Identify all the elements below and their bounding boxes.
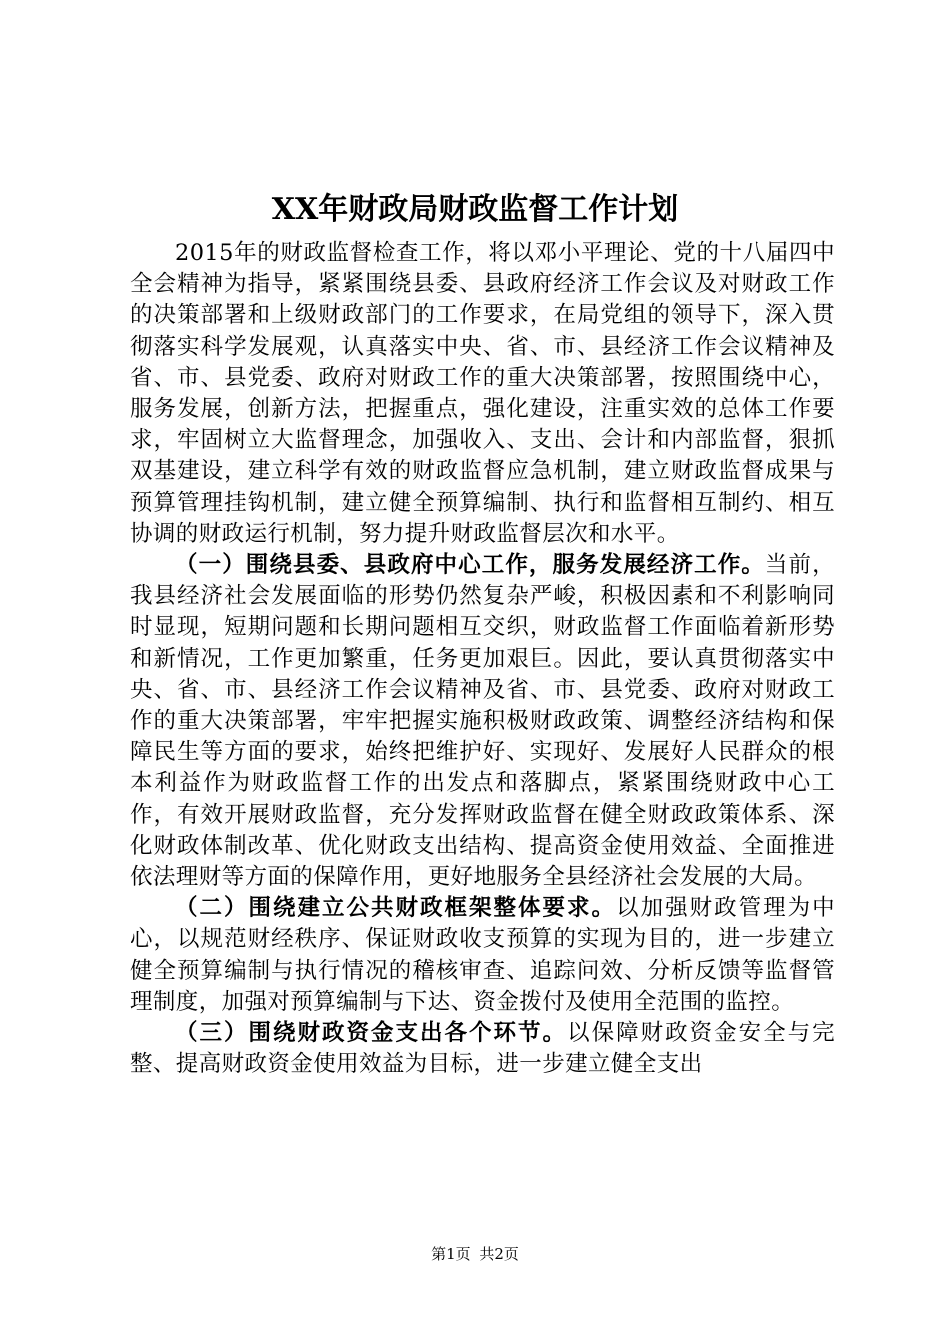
paragraph-text: 以加强财政管理为中心，以规范财经秩序、保证财政收支预算的实现为目的，进一步建立健全预算编制与执行情况的稽核审查、追踪问效、分析反馈等监督管理制度，加强对预算编制与下达、资金拨付及使用全范围的监控。 [130, 895, 835, 1015]
paragraph-text: 当前，我县经济社会发展面临的形势仍然复杂严峻，积极因素和不利影响同时显现，短期问题和长期问题相互交织，财政监督工作面临着新形势和新情况，工作更加繁重，任务更加艰巨。因此，要认真贯彻落实中央、省、市、县经济工作会议精神及省、市、县党委、政府对财政工作的重大决策部署，牢牢把握实施积极财政政策、调整经济结构和保障民生等方面的要求，始终把维护好、实现好、发展好人民群众的根本利益作为财政监督工作的出发点和落脚点，紧紧围绕财政中心工作，有效开展财政监督，充分发挥财政监督在健全财政政策体系、深化财政体制改革、优化财政支出结构、提高资金使用效益、全面推进依法理财等方面的保障作用，更好地服务全县经济社会发展的大局。 [130, 552, 835, 891]
document-title: XX年财政局财政监督工作计划 [271, 192, 679, 227]
paragraph-text: 2015年的财政监督检查工作，将以邓小平理论、党的十八届四中全会精神为指导，紧紧围绕县委、县政府经济工作会议及对财政工作的决策部署和上级财政部门的工作要求，在局党组的领导下，深入贯彻落实科学发展观，认真落实中央、省、市、县经济工作会议精神及省、市、县党委、政府对财政工作的重大决策部署，按照围绕中心，服务发展，创新方法，把握重点，强化建设，注重实效的总体工作要求，牢固树立大监督理念，加强收入、支出、会计和内部监督，狠抓双基建设，建立科学有效的财政监督应急机制，建立财政监督成果与预算管理挂钩机制，建立健全预算编制、执行和监督相互制约、相互协调的财政运行机制，努力提升财政监督层次和水平。 [130, 240, 835, 547]
page-number: 第1页 [431, 1245, 471, 1263]
page-total: 共2页 [479, 1245, 519, 1263]
section-heading: （二）围绕建立公共财政框架整体要求。 [175, 895, 617, 922]
paragraph-section-3 [130, 1018, 835, 1080]
paragraph-text: 以保障财政资金安全与完整、提高财政资金使用效益为目标，进一步建立健全支出 [130, 1020, 835, 1078]
paragraph-section-2 [130, 893, 835, 1018]
page-footer [0, 1244, 950, 1264]
document-body [130, 238, 835, 1080]
paragraph-intro [130, 238, 835, 550]
section-heading: （一）围绕县委、县政府中心工作，服务发展经济工作。 [175, 552, 765, 579]
section-heading: （三）围绕财政资金支出各个环节。 [175, 1020, 568, 1047]
paragraph-section-1 [130, 550, 835, 893]
